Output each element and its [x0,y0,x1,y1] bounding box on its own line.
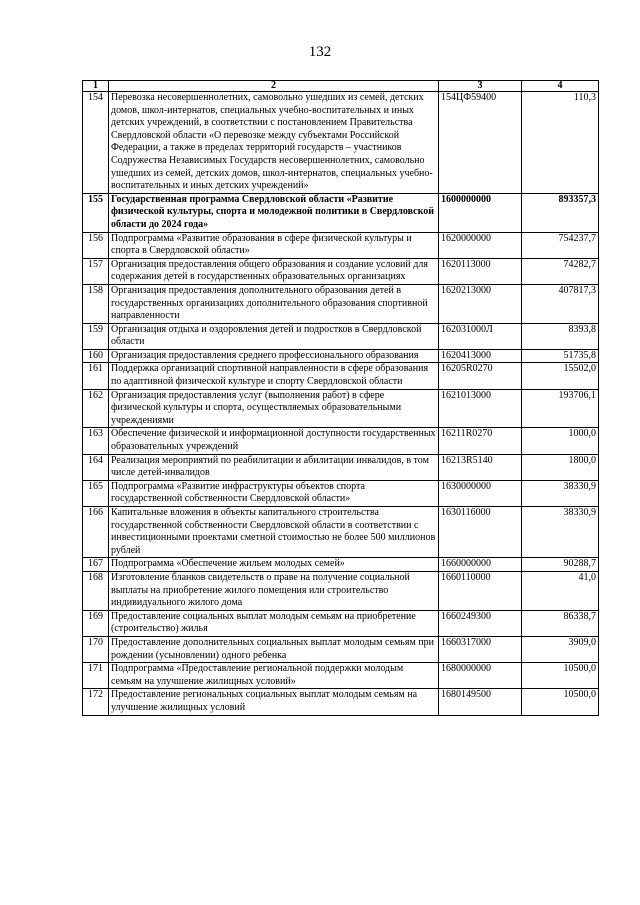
row-name: Перевозка несовершеннолетних, самовольно ушедших из семей, детских домов, школ-интернатов, специальных учебно-воспитательных и иных детских учреждений, в соответствии с постановлением Правительства Свердловской области «О перевозке между субъектами Российской Федерации, а также в пределах территорий государств – участников Содружества Независимых Государств несовершеннолетних, самовольно ушедших из семей, детских домов, школ-интернатов, специальных учебно-воспитательных и иных детских учреждений» [109,92,439,194]
row-name: Подпрограмма «Развитие инфраструктуры объектов спорта государственной собственности Свердловской области» [109,480,439,506]
row-amount: 90288,7 [522,558,599,572]
row-code: 1620413000 [439,349,522,363]
table-row [83,610,599,636]
row-code: 16213R5140 [439,454,522,480]
row-number: 156 [83,232,109,258]
row-amount: 38330,9 [522,480,599,506]
row-code: 1621013000 [439,389,522,428]
table-row [83,507,599,558]
row-name: Организация отдыха и оздоровления детей и подростков в Свердловской области [109,323,439,349]
table-row [83,284,599,323]
row-number: 160 [83,349,109,363]
table-row [83,389,599,428]
row-name: Реализация мероприятий по реабилитации и абилитации инвалидов, в том числе детей-инвалидов [109,454,439,480]
row-name: Организация предоставления услуг (выполнения работ) в сфере физической культуры и спорта, осуществляемых образовательными учреждениями [109,389,439,428]
table-row [83,258,599,284]
row-code: 1660317000 [439,636,522,662]
table-row [83,558,599,572]
column-header-2: 2 [109,81,439,92]
row-code: 1620000000 [439,232,522,258]
row-code: 1600000000 [439,193,522,232]
row-name: Предоставление дополнительных социальных выплат молодым семьям при рождении (усыновлении) одного ребенка [109,636,439,662]
row-code: 1660249300 [439,610,522,636]
row-amount: 407817,3 [522,284,599,323]
row-name: Предоставление социальных выплат молодым семьям на приобретение (строительство) жилья [109,610,439,636]
row-amount: 86338,7 [522,610,599,636]
row-code: 154ЦФ59400 [439,92,522,194]
row-name: Организация предоставления дополнительного образования детей в государственных организациях дополнительного образования спортивной направленности [109,284,439,323]
table-row [83,636,599,662]
row-amount: 1800,0 [522,454,599,480]
row-amount: 38330,9 [522,507,599,558]
row-code: 1680000000 [439,663,522,689]
row-number: 158 [83,284,109,323]
row-name: Поддержка организаций спортивной направленности в сфере образования по адаптивной физической культуре и спорту Свердловской области [109,363,439,389]
row-number: 164 [83,454,109,480]
row-code: 16211R0270 [439,428,522,454]
row-number: 155 [83,193,109,232]
row-amount: 1000,0 [522,428,599,454]
table-row [83,571,599,610]
row-code: 1630000000 [439,480,522,506]
row-number: 171 [83,663,109,689]
column-header-4: 4 [522,81,599,92]
page-number: 132 [308,44,332,60]
row-name: Предоставление региональных социальных выплат молодым семьям на улучшение жилищных условий [109,689,439,715]
row-amount: 8393,8 [522,323,599,349]
row-number: 170 [83,636,109,662]
row-code: 1660000000 [439,558,522,572]
row-amount: 3909,0 [522,636,599,662]
row-amount: 10500,0 [522,663,599,689]
row-code: 162031000Л [439,323,522,349]
row-number: 154 [83,92,109,194]
table-row [83,193,599,232]
table-body [83,92,599,716]
row-name: Государственная программа Свердловской области «Развитие физической культуры, спорта и молодежной политики в Свердловской области до 2024 года» [109,193,439,232]
column-header-3: 3 [439,81,522,92]
row-code: 1620213000 [439,284,522,323]
table-row [83,689,599,715]
row-name: Подпрограмма «Предоставление региональной поддержки молодым семьям на улучшение жилищных условий» [109,663,439,689]
row-number: 167 [83,558,109,572]
row-number: 166 [83,507,109,558]
row-amount: 893357,3 [522,193,599,232]
row-name: Организация предоставления общего образования и создание условий для содержания детей в государственных образовательных организациях [109,258,439,284]
row-code: 1630116000 [439,507,522,558]
table-row [83,232,599,258]
row-code: 1680149500 [439,689,522,715]
row-number: 163 [83,428,109,454]
table-row [83,363,599,389]
budget-table [82,80,599,716]
row-amount: 10500,0 [522,689,599,715]
row-number: 159 [83,323,109,349]
table-row [83,323,599,349]
row-amount: 51735,8 [522,349,599,363]
row-amount: 110,3 [522,92,599,194]
row-name: Подпрограмма «Развитие образования в сфере физической культуры и спорта в Свердловской области» [109,232,439,258]
row-name: Организация предоставления среднего профессионального образования [109,349,439,363]
row-name: Капитальные вложения в объекты капитального строительства государственной собственности Свердловской области в соответствии с инвестиционными проектами сметной стоимостью не более 500 миллионов рублей [109,507,439,558]
row-amount: 754237,7 [522,232,599,258]
table-row [83,92,599,194]
row-name: Обеспечение физической и информационной доступности государственных образовательных учреждений [109,428,439,454]
row-amount: 15502,0 [522,363,599,389]
table-row [83,663,599,689]
row-name: Подпрограмма «Обеспечение жильем молодых семей» [109,558,439,572]
row-amount: 41,0 [522,571,599,610]
table-row [83,428,599,454]
table-row [83,454,599,480]
row-amount: 193706,1 [522,389,599,428]
row-code: 16205R0270 [439,363,522,389]
row-number: 172 [83,689,109,715]
row-number: 162 [83,389,109,428]
row-name: Изготовление бланков свидетельств о праве на получение социальной выплаты на приобретение жилого помещения или строительство индивидуального жилого дома [109,571,439,610]
table-row [83,480,599,506]
row-amount: 74282,7 [522,258,599,284]
row-number: 157 [83,258,109,284]
table-header-row [83,81,599,92]
column-header-1: 1 [83,81,109,92]
row-number: 165 [83,480,109,506]
row-number: 169 [83,610,109,636]
row-code: 1660110000 [439,571,522,610]
row-code: 1620113000 [439,258,522,284]
table-row [83,349,599,363]
row-number: 161 [83,363,109,389]
row-number: 168 [83,571,109,610]
